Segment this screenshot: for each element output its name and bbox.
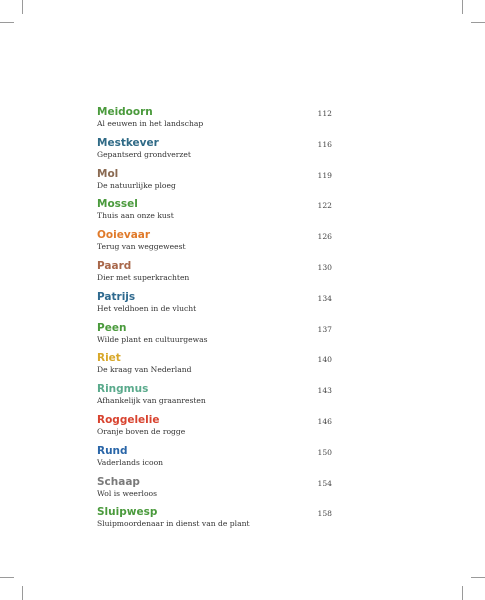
entry-page-number: 158	[317, 509, 332, 519]
toc-entry[interactable]	[97, 445, 335, 476]
toc-entry[interactable]	[97, 291, 335, 322]
entry-subtitle: Afhankelijk van graanresten	[97, 396, 206, 406]
entry-title: Meidoorn	[97, 106, 153, 118]
entry-subtitle: Gepantserd grondverzet	[97, 149, 191, 159]
toc-entry[interactable]	[97, 168, 335, 199]
crop-mark	[462, 586, 463, 600]
toc-entry[interactable]	[97, 322, 335, 353]
crop-mark	[462, 0, 463, 14]
entry-title: Mol	[97, 167, 119, 180]
entry-title: Paard	[97, 259, 132, 272]
entry-page-number: 122	[317, 201, 332, 211]
crop-mark	[22, 586, 23, 600]
entry-subtitle: Terug van weggeweest	[97, 242, 186, 252]
entry-subtitle: Sluipmoordenaar in dienst van de plant	[97, 519, 250, 529]
entry-page-number: 126	[317, 232, 332, 242]
toc-entry[interactable]	[97, 260, 335, 291]
entry-subtitle: Thuis aan onze kust	[97, 211, 174, 221]
entry-subtitle: Vaderlands icoon	[97, 457, 164, 467]
entry-title: Roggelelie	[97, 413, 160, 426]
entry-page-number: 150	[317, 447, 332, 457]
toc-entry[interactable]	[97, 383, 335, 414]
entry-title: Sluipwesp	[97, 506, 158, 519]
crop-mark	[471, 22, 485, 23]
entry-page-number: 137	[317, 324, 332, 334]
entry-page-number: 134	[317, 293, 332, 303]
toc-entry[interactable]	[97, 352, 335, 383]
entry-title: Riet	[97, 352, 121, 365]
entry-subtitle: Wilde plant en cultuurgewas	[97, 334, 208, 344]
crop-mark	[0, 22, 14, 23]
entry-subtitle: De natuurlijke ploeg	[97, 180, 176, 190]
entry-subtitle: De kraag van Nederland	[97, 365, 192, 375]
entry-page-number: 154	[317, 478, 332, 488]
crop-mark	[0, 577, 14, 578]
entry-page-number: 146	[317, 416, 332, 426]
crop-mark	[22, 0, 23, 14]
toc-entry[interactable]	[97, 106, 335, 137]
toc-entry[interactable]	[97, 229, 335, 260]
entry-page-number: 130	[317, 262, 332, 272]
entry-title: Mossel	[97, 198, 138, 211]
table-of-contents	[97, 106, 335, 537]
entry-subtitle: Al eeuwen in het landschap	[97, 119, 204, 128]
entry-page-number: 140	[317, 355, 332, 365]
toc-entry[interactable]	[97, 414, 335, 445]
entry-title: Mestkever	[97, 136, 159, 149]
entry-title: Ooievaar	[97, 229, 151, 242]
entry-page-number: 143	[317, 386, 332, 396]
entry-title: Schaap	[97, 475, 140, 488]
entry-subtitle: Wol is weerloos	[97, 488, 158, 498]
toc-entry[interactable]	[97, 137, 335, 168]
entry-subtitle: Dier met superkrachten	[97, 272, 190, 282]
entry-page-number: 119	[317, 170, 332, 180]
entry-title: Peen	[97, 321, 127, 334]
entry-subtitle: Oranje boven de rogge	[97, 426, 186, 436]
toc-entry[interactable]	[97, 476, 335, 507]
toc-entry[interactable]	[97, 506, 335, 537]
toc-entry[interactable]	[97, 198, 335, 229]
entry-title: Ringmus	[97, 383, 149, 396]
crop-mark	[471, 577, 485, 578]
entry-title: Rund	[97, 444, 128, 457]
entry-title: Patrijs	[97, 290, 136, 303]
entry-page-number: 112	[317, 109, 332, 118]
entry-subtitle: Het veldhoen in de vlucht	[97, 303, 197, 313]
entry-page-number: 116	[317, 139, 332, 149]
